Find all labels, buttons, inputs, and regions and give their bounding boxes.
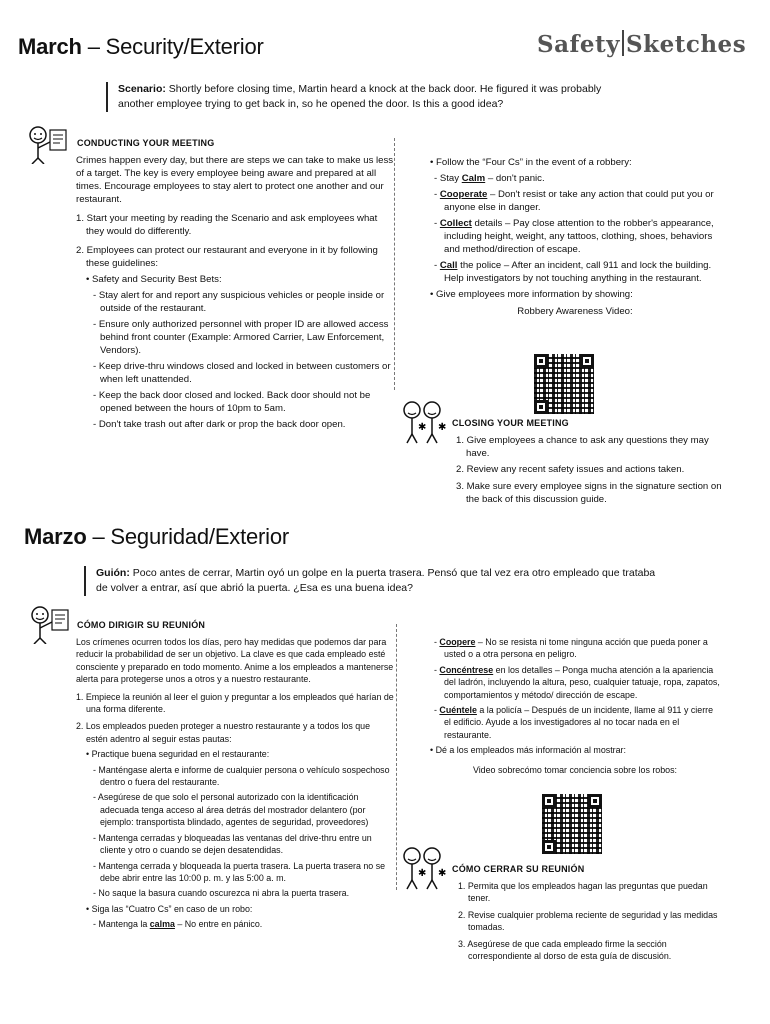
right-column-spanish: - Coopere – No se resista ni tome ninguna acción que pueda poner a usted o a otra persona en peligro. - Concéntrese en los detalles – Ponga mucha atención a la apariencia del ladrón, incluyendo la altura, peso, cualquier tatuaje, ropa, zapatos, comportamientos y método/ dirección de escape. - Cuéntele a la policía – Después de un incidente, llame al 911 y cierre el edificio. Ayude a los investigadores al no tocar nada en el restaurante. • Dé a los empleados más información al mostrar: Video sobrecómo tomar conciencia sobre los robos: (430, 637, 720, 775)
column-divider (396, 624, 397, 890)
closing-list-spanish: 1. Permita que los empleados hagan las preguntas que puedan tener. 2. Revise cualquier problema reciente de seguridad y las medidas tomadas. 3. Asegúrese de que cada empleado firme la sección correspondiente al dorso de esta guía de discusión. (458, 881, 718, 962)
conducting-heading-english: CONDUCTING YOUR MEETING (77, 138, 215, 148)
closing-heading-spanish: CÓMO CERRAR SU REUNIÓN (452, 864, 585, 874)
closing-heading-english: CLOSING YOUR MEETING (452, 418, 569, 428)
page-title-spanish: Marzo – Seguridad/Exterior (24, 524, 290, 549)
scenario-box-english: Scenario: Shortly before closing time, Martin heard a knock at the back door. He figured it was probably another employee trying to get back in, so he opened the door. Is this a good idea? (106, 82, 636, 112)
qr-code-english[interactable] (534, 354, 594, 414)
svg-text:✱: ✱ (418, 422, 427, 433)
right-column-english: • Follow the “Four Cs” in the event of a robbery: - Stay Calm – don't panic. - Cooperate – Don't resist or take any action that could put you or anyone else in danger. - Collect details – Pay close attention to the robber's appearance, including height, weight, any tattoos, clothing, shoes, behaviors and method/direction of escape. - Call the police – After an incident, call 911 and lock the building. Help investigators by not touching anything in the restaurant. • Give employees more information by showing: Robbery Awareness Video: (430, 157, 714, 317)
column-divider (394, 138, 395, 390)
qr-code-spanish[interactable] (542, 794, 602, 854)
page-title-english: March – Security/Exterior (18, 34, 264, 59)
svg-text:✱: ✱ (438, 868, 447, 879)
left-column-spanish: Los crímenes ocurren todos los días, pero hay medidas que podemos dar para reducir la probabilidad de ser un objetivo. La clave es que cada empleado esté consciente y preparado en todo momento. Anime a los empleados a mantenerse alerta para protegerse unos a otros y a nuestro restaurante. 1. Empiece la reunión al leer el guion y preguntar a los empleados qué harían de una forma diferente. 2. Los empleados pueden proteger a nuestro restaurante y a todos los que estén adentro al seguir estas pautas: • Practique buena seguridad en el restaurante: - Manténgase alerta e informe de cualquier persona o vehículo sospechoso dentro o fuera del restaurante. - Asegúrese de que solo el personal autorizado con la identificación adecuada tenga acceso al área detrás del mostrador delantero (por ejemplo: transportista blindado, agentes de seguridad, proveedores) - Mantenga cerradas y bloqueadas las ventanas del drive-thru entre un cliente y otro o cuando se dejen desatendidas. - Mantenga cerrada y bloqueada la puerta trasera. La puerta trasera no se debe abrir entre las 10:00 p. m. y las 5:00 a. m. - No saque la basura cuando oscurezca ni abra la puerta trasera. • Siga las “Cuatro Cs” en caso de un robo: - Mantenga la calma – No entre en pánico. (76, 637, 394, 930)
scenario-box-spanish: Guión: Poco antes de cerrar, Martin oyó un golpe en la puerta trasera. Pensó que tal vez era otro empleado que trataba de volver a entrar, así que abrió la puerta. ¿Esa es una buena idea? (84, 566, 664, 596)
presenter-icon (26, 604, 74, 644)
team-icon (398, 846, 450, 890)
conducting-heading-spanish: CÓMO DIRIGIR SU REUNIÓN (77, 620, 206, 630)
svg-text:✱: ✱ (418, 868, 427, 879)
svg-text:✱: ✱ (438, 422, 447, 433)
left-column-english: Crimes happen every day, but there are steps we can take to make us less of a target. The key is every employee being aware and prepared at all times. Encourage employees to stay alert to protect one another and our restaurant. 1. Start your meeting by reading the Scenario and ask employees what they would do differently. 2. Employees can protect our restaurant and everyone in it by following these guidelines: • Safety and Security Best Bets: - Stay alert for and report any suspicious vehicles or people inside or outside of the restaurant. - Ensure only authorized personnel with proper ID are allowed access behind front counter (Example: Armored Carrier, Law Enforcement, Vendors). - Keep drive-thru windows closed and locked in between customers or when left unattended. - Keep the back door closed and locked. Back door should not be opened between the hours of 10pm to 5am. - Don't take trash out after dark or prop the back door open. (76, 155, 394, 430)
presenter-icon (24, 124, 72, 164)
safety-sketches-logo: Safety Sketches (537, 31, 747, 58)
team-icon (398, 400, 450, 444)
closing-list-english: 1. Give employees a chance to ask any questions they may have. 2. Review any recent safety issues and actions taken. 3. Make sure every employee signs in the signature section on the back of this discussion guide. (456, 435, 722, 505)
